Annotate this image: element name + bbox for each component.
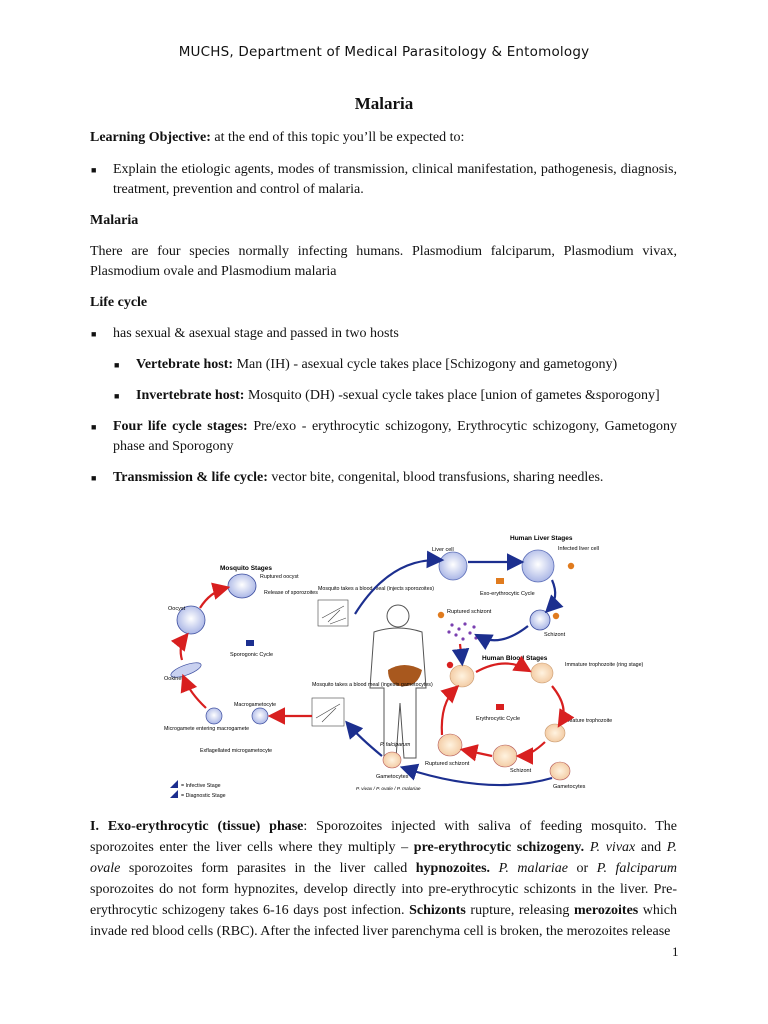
infective-stage-icon — [170, 780, 178, 788]
cycle-label-a — [496, 578, 504, 584]
phase-text: and — [635, 840, 667, 855]
stage-marker — [568, 563, 574, 569]
gametocytes2-label: Gametocytes — [376, 774, 409, 780]
transmission-bullet — [90, 468, 677, 488]
transmission-label: Transmission & life cycle: — [113, 470, 268, 485]
exo-cycle-label: Exo-erythrocytic Cycle — [480, 591, 535, 597]
sporogonic-cycle-label: Sporogonic Cycle — [230, 652, 274, 658]
liver-cell-label: Liver cell — [432, 547, 454, 553]
stages-bullet — [90, 417, 677, 457]
erythrocytic-cycle-label: Erythrocytic Cycle — [476, 716, 521, 722]
stage-marker — [553, 613, 559, 619]
bullet-marker: ■ — [91, 473, 97, 483]
schizont-rbc — [493, 745, 517, 767]
macrogametocyte-label: Macrogametocyte — [234, 702, 277, 708]
objective-label: Learning Objective: — [90, 130, 211, 145]
infected-liver-cell-label: Infected liver cell — [558, 546, 599, 552]
diagnostic-stage-icon — [170, 790, 178, 798]
hosts-bullet — [90, 324, 677, 344]
invertebrate-label: Invertebrate host: — [136, 388, 245, 403]
malaria-heading: Malaria — [90, 213, 139, 228]
macrogametocyte — [252, 708, 268, 724]
species-name: P. falciparum — [596, 861, 677, 876]
oocyst-label: Oocyst — [168, 606, 186, 612]
p-species-label: P. vivax / P. ovale / P. malariae — [356, 787, 421, 792]
page-title: Malaria — [354, 94, 414, 113]
phase-bold: merozoites — [573, 903, 639, 918]
ookinete-label: Ookinete — [164, 676, 187, 682]
bullet-marker: ■ — [114, 360, 120, 370]
mosquito-blood-meal-2-label: Mosquito takes a blood meal (ingests gametocytes) — [312, 682, 433, 688]
species-name: P. vivax — [589, 840, 636, 855]
life-cycle-diagram — [160, 528, 644, 799]
stages-text: Pre/exo - erythrocytic schizogony, Erythrocytic schizogony, Gametogony phase and Sporogony — [113, 419, 677, 454]
mature-trophozoite — [545, 724, 565, 742]
merozoites-cluster — [447, 622, 477, 640]
stage-marker — [447, 662, 453, 668]
ruptured-oocyst — [228, 574, 256, 598]
human-blood-stages-label: Human Blood Stages — [482, 655, 548, 662]
mature-troph-label: Mature trophozoite — [568, 718, 613, 724]
schizont-cell — [530, 610, 550, 630]
mosquito-stages-label: Mosquito Stages — [220, 565, 273, 572]
page-header: MUCHS, Department of Medical Parasitology & Entomology — [178, 44, 590, 60]
hosts-bullet-text: has sexual & asexual stage and passed in two hosts — [113, 326, 399, 341]
human-liver-stages-label: Human Liver Stages — [510, 535, 573, 542]
invertebrate-bullet — [90, 386, 677, 406]
cycle-label-c — [246, 640, 254, 646]
ruptured-schizont-label: Ruptured schizont — [447, 609, 492, 615]
microgamete-entering — [206, 708, 222, 724]
life-cycle-heading: Life cycle — [90, 295, 148, 310]
ruptured-schizont-rbc — [438, 734, 462, 756]
vertebrate-bullet — [90, 355, 677, 375]
exflagellated-label: Exflagellated microgametocyte — [200, 748, 273, 754]
objective-line — [90, 128, 677, 148]
bullet-marker: ■ — [114, 391, 120, 401]
page-number: 1 — [672, 944, 679, 959]
bullet-marker: ■ — [91, 422, 97, 432]
stage-marker — [438, 612, 444, 618]
species-name: P. malariae — [498, 861, 568, 876]
mosquito-bite-box-1 — [318, 600, 348, 626]
phase-text: rupture, releasing — [465, 903, 574, 918]
gametocytes-label: Gametocytes — [553, 784, 586, 790]
rbc — [450, 665, 474, 687]
malaria-species-text: There are four species normally infecting humans. Plasmodium falciparum, Plasmodium vivax, Plasmodium ovale and Plasmodium malaria — [90, 244, 677, 279]
mosquito-bite-box-2 — [312, 698, 344, 726]
phase-text: : Sporozoites injected with saliva of feeding mosquito. The sporozoites enter the liver cells where they multiply – — [90, 819, 677, 855]
stages-label: Four life cycle stages: — [113, 419, 248, 434]
objective-text: at the end of this topic you’ll be expected to: — [210, 130, 465, 145]
gametocyte-female — [383, 752, 401, 768]
ruptured-oocyst-label: Ruptured oocyst — [260, 574, 299, 580]
immature-troph-label: Immature trophozoite (ring stage) — [565, 662, 644, 668]
infective-stage-label: = Infective Stage — [181, 783, 221, 789]
vertebrate-text: Man (IH) - asexual cycle takes place [Schizogony and gametogony) — [233, 357, 618, 372]
phase-text: sporozoites do not form hypnozites, develop directly into pre-erythrocytic schizonts in the liver. Pre-erythrocytic schizogeny takes 6-16 days post infection. — [90, 882, 677, 918]
phase-text — [490, 861, 499, 876]
invertebrate-text: Mosquito (DH) -sexual cycle takes place [union of gametes &sporogony] — [244, 388, 660, 403]
transmission-text: vector bite, congenital, blood transfusions, sharing needles. — [267, 470, 604, 485]
liver-cell — [439, 552, 467, 580]
objective-bullet-text: Explain the etiologic agents, modes of transmission, clinical manifestation, pathogenesis, diagnosis, treatment, prevention and control of malaria. — [113, 162, 677, 197]
objective-bullet — [90, 160, 677, 200]
schizont2-label: Schizont — [510, 768, 532, 774]
infected-liver-cell — [522, 550, 554, 582]
bullet-marker: ■ — [91, 165, 97, 175]
vertebrate-label: Vertebrate host: — [136, 357, 234, 372]
phase-one-label: I. Exo-erythrocytic (tissue) phase — [90, 819, 304, 834]
release-sporozoites-label: Release of sporozoites — [264, 590, 318, 596]
main-content — [90, 128, 677, 488]
species-name: P. ovale — [90, 840, 678, 876]
mosquito-blood-meal-1-label: Mosquito takes a blood meal (injects sporozoites) — [318, 586, 434, 592]
diagnostic-stage-label: = Diagnostic Stage — [181, 793, 226, 799]
phase-bold: hypnozoites. — [415, 861, 491, 876]
microgamete-entering-label: Microgamete entering macrogamete — [164, 726, 250, 732]
bullet-marker: ■ — [91, 329, 97, 339]
malaria-life-cycle-figure — [160, 528, 644, 799]
p-falciparum-label: P. falciparum — [380, 742, 411, 748]
phase-text: or — [567, 861, 597, 876]
ruptured-schizont2-label: Ruptured schizont — [425, 761, 470, 767]
phase-text: sporozoites form parasites in the liver called — [120, 861, 416, 876]
gametocyte-rbc — [550, 762, 570, 780]
cycle-label-b — [496, 704, 504, 710]
phase-bold: Schizonts — [409, 903, 466, 918]
immature-trophozoite — [531, 663, 553, 683]
schizont-label: Schizont — [544, 632, 566, 638]
phase-bold: pre-erythrocytic schizogeny. — [413, 840, 585, 855]
phase-one-paragraph — [90, 816, 677, 942]
phase-text: which invade red blood cells (RBC). After the infected liver parenchyma cell is broken, the merozoites release — [90, 903, 678, 939]
